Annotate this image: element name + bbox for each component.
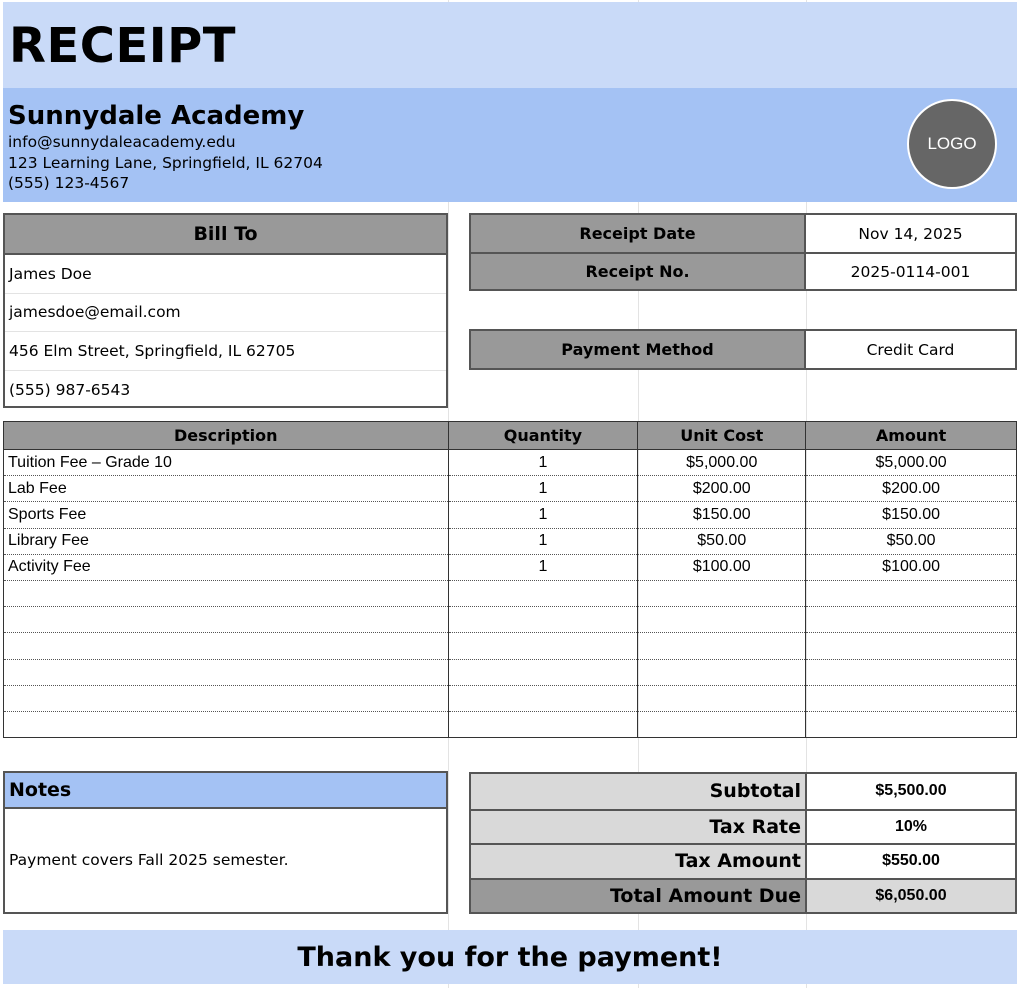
item-amount[interactable] bbox=[806, 685, 1017, 711]
item-unit-cost[interactable] bbox=[638, 659, 806, 685]
item-quantity[interactable] bbox=[448, 659, 638, 685]
item-quantity[interactable]: 1 bbox=[448, 476, 638, 502]
item-description[interactable]: Activity Fee bbox=[4, 554, 449, 580]
item-description[interactable] bbox=[4, 607, 449, 633]
item-amount[interactable] bbox=[806, 711, 1017, 737]
tax-amount-row bbox=[471, 843, 1015, 878]
tax-rate-value[interactable]: 10% bbox=[807, 811, 1015, 844]
totals-section bbox=[469, 772, 1017, 914]
receipt-number-value[interactable]: 2025-0114-001 bbox=[806, 254, 1015, 289]
item-unit-cost[interactable] bbox=[638, 607, 806, 633]
tax-rate-label: Tax Rate bbox=[471, 811, 807, 844]
notes-section bbox=[3, 771, 448, 914]
item-description[interactable] bbox=[4, 685, 449, 711]
bill-to-address[interactable]: 456 Elm Street, Springfield, IL 62705 bbox=[5, 332, 446, 371]
line-items-body bbox=[4, 450, 1017, 738]
company-address: 123 Learning Lane, Springfield, IL 62704 bbox=[8, 154, 323, 172]
item-unit-cost[interactable] bbox=[638, 685, 806, 711]
payment-method-row bbox=[471, 331, 1015, 368]
item-quantity[interactable] bbox=[448, 580, 638, 606]
payment-method-box bbox=[469, 329, 1017, 370]
item-unit-cost[interactable] bbox=[638, 580, 806, 606]
page-title: RECEIPT bbox=[9, 18, 237, 74]
table-row bbox=[4, 450, 1017, 476]
item-amount[interactable] bbox=[806, 633, 1017, 659]
item-quantity[interactable] bbox=[448, 685, 638, 711]
item-description[interactable]: Tuition Fee – Grade 10 bbox=[4, 450, 449, 476]
table-row bbox=[4, 528, 1017, 554]
bill-to-section bbox=[3, 213, 448, 408]
item-description[interactable] bbox=[4, 711, 449, 737]
subtotal-row bbox=[471, 774, 1015, 809]
total-due-row bbox=[471, 878, 1015, 913]
item-description[interactable] bbox=[4, 580, 449, 606]
item-unit-cost[interactable]: $150.00 bbox=[638, 502, 806, 528]
company-logo bbox=[907, 99, 997, 189]
item-amount[interactable] bbox=[806, 580, 1017, 606]
subtotal-label: Subtotal bbox=[471, 774, 807, 809]
item-description[interactable] bbox=[4, 659, 449, 685]
total-due-label: Total Amount Due bbox=[471, 880, 807, 913]
item-description[interactable]: Library Fee bbox=[4, 528, 449, 554]
notes-text[interactable]: Payment covers Fall 2025 semester. bbox=[9, 851, 289, 869]
table-row bbox=[4, 607, 1017, 633]
receipt-date-value[interactable]: Nov 14, 2025 bbox=[806, 215, 1015, 252]
item-unit-cost[interactable] bbox=[638, 633, 806, 659]
company-email: info@sunnydaleacademy.edu bbox=[8, 133, 236, 151]
item-amount[interactable]: $5,000.00 bbox=[806, 450, 1017, 476]
item-quantity[interactable] bbox=[448, 633, 638, 659]
item-quantity[interactable] bbox=[448, 711, 638, 737]
bill-to-heading: Bill To bbox=[5, 215, 446, 255]
company-name: Sunnydale Academy bbox=[8, 101, 305, 131]
table-row bbox=[4, 580, 1017, 606]
item-description[interactable]: Lab Fee bbox=[4, 476, 449, 502]
column-header-amount: Amount bbox=[806, 422, 1017, 450]
thank-you-footer: Thank you for the payment! bbox=[3, 930, 1017, 984]
item-unit-cost[interactable] bbox=[638, 711, 806, 737]
subtotal-value[interactable]: $5,500.00 bbox=[807, 774, 1015, 809]
tax-rate-row bbox=[471, 809, 1015, 844]
item-description[interactable] bbox=[4, 633, 449, 659]
table-row bbox=[4, 659, 1017, 685]
column-header-unit-cost: Unit Cost bbox=[638, 422, 806, 450]
bill-to-name[interactable]: James Doe bbox=[5, 255, 446, 294]
table-row bbox=[4, 685, 1017, 711]
item-unit-cost[interactable]: $5,000.00 bbox=[638, 450, 806, 476]
bill-to-email[interactable]: jamesdoe@email.com bbox=[5, 294, 446, 333]
total-due-value[interactable]: $6,050.00 bbox=[807, 880, 1015, 913]
item-amount[interactable]: $50.00 bbox=[806, 528, 1017, 554]
notes-heading: Notes bbox=[5, 773, 446, 809]
item-amount[interactable]: $150.00 bbox=[806, 502, 1017, 528]
item-amount[interactable] bbox=[806, 607, 1017, 633]
column-header-quantity: Quantity bbox=[448, 422, 638, 450]
item-unit-cost[interactable]: $100.00 bbox=[638, 554, 806, 580]
table-row bbox=[4, 711, 1017, 737]
receipt-info-box bbox=[469, 213, 1017, 291]
item-description[interactable]: Sports Fee bbox=[4, 502, 449, 528]
item-quantity[interactable]: 1 bbox=[448, 502, 638, 528]
item-quantity[interactable]: 1 bbox=[448, 528, 638, 554]
table-row bbox=[4, 476, 1017, 502]
logo-text: LOGO bbox=[927, 134, 977, 153]
table-header-row bbox=[4, 422, 1017, 450]
bill-to-phone[interactable]: (555) 987-6543 bbox=[9, 380, 131, 399]
item-quantity[interactable]: 1 bbox=[448, 554, 638, 580]
item-unit-cost[interactable]: $50.00 bbox=[638, 528, 806, 554]
receipt-date-row bbox=[471, 215, 1015, 252]
column-header-description: Description bbox=[4, 422, 449, 450]
item-amount[interactable] bbox=[806, 659, 1017, 685]
item-amount[interactable]: $200.00 bbox=[806, 476, 1017, 502]
item-unit-cost[interactable]: $200.00 bbox=[638, 476, 806, 502]
item-quantity[interactable]: 1 bbox=[448, 450, 638, 476]
company-phone: (555) 123-4567 bbox=[8, 174, 130, 192]
line-items-table bbox=[3, 421, 1017, 738]
table-row bbox=[4, 554, 1017, 580]
table-row bbox=[4, 633, 1017, 659]
receipt-number-row bbox=[471, 252, 1015, 289]
payment-method-value[interactable]: Credit Card bbox=[806, 331, 1015, 368]
receipt-number-label: Receipt No. bbox=[471, 254, 806, 289]
receipt-date-label: Receipt Date bbox=[471, 215, 806, 252]
tax-amount-value[interactable]: $550.00 bbox=[807, 845, 1015, 878]
table-row bbox=[4, 502, 1017, 528]
item-quantity[interactable] bbox=[448, 607, 638, 633]
tax-amount-label: Tax Amount bbox=[471, 845, 807, 878]
item-amount[interactable]: $100.00 bbox=[806, 554, 1017, 580]
payment-method-label: Payment Method bbox=[471, 331, 806, 368]
